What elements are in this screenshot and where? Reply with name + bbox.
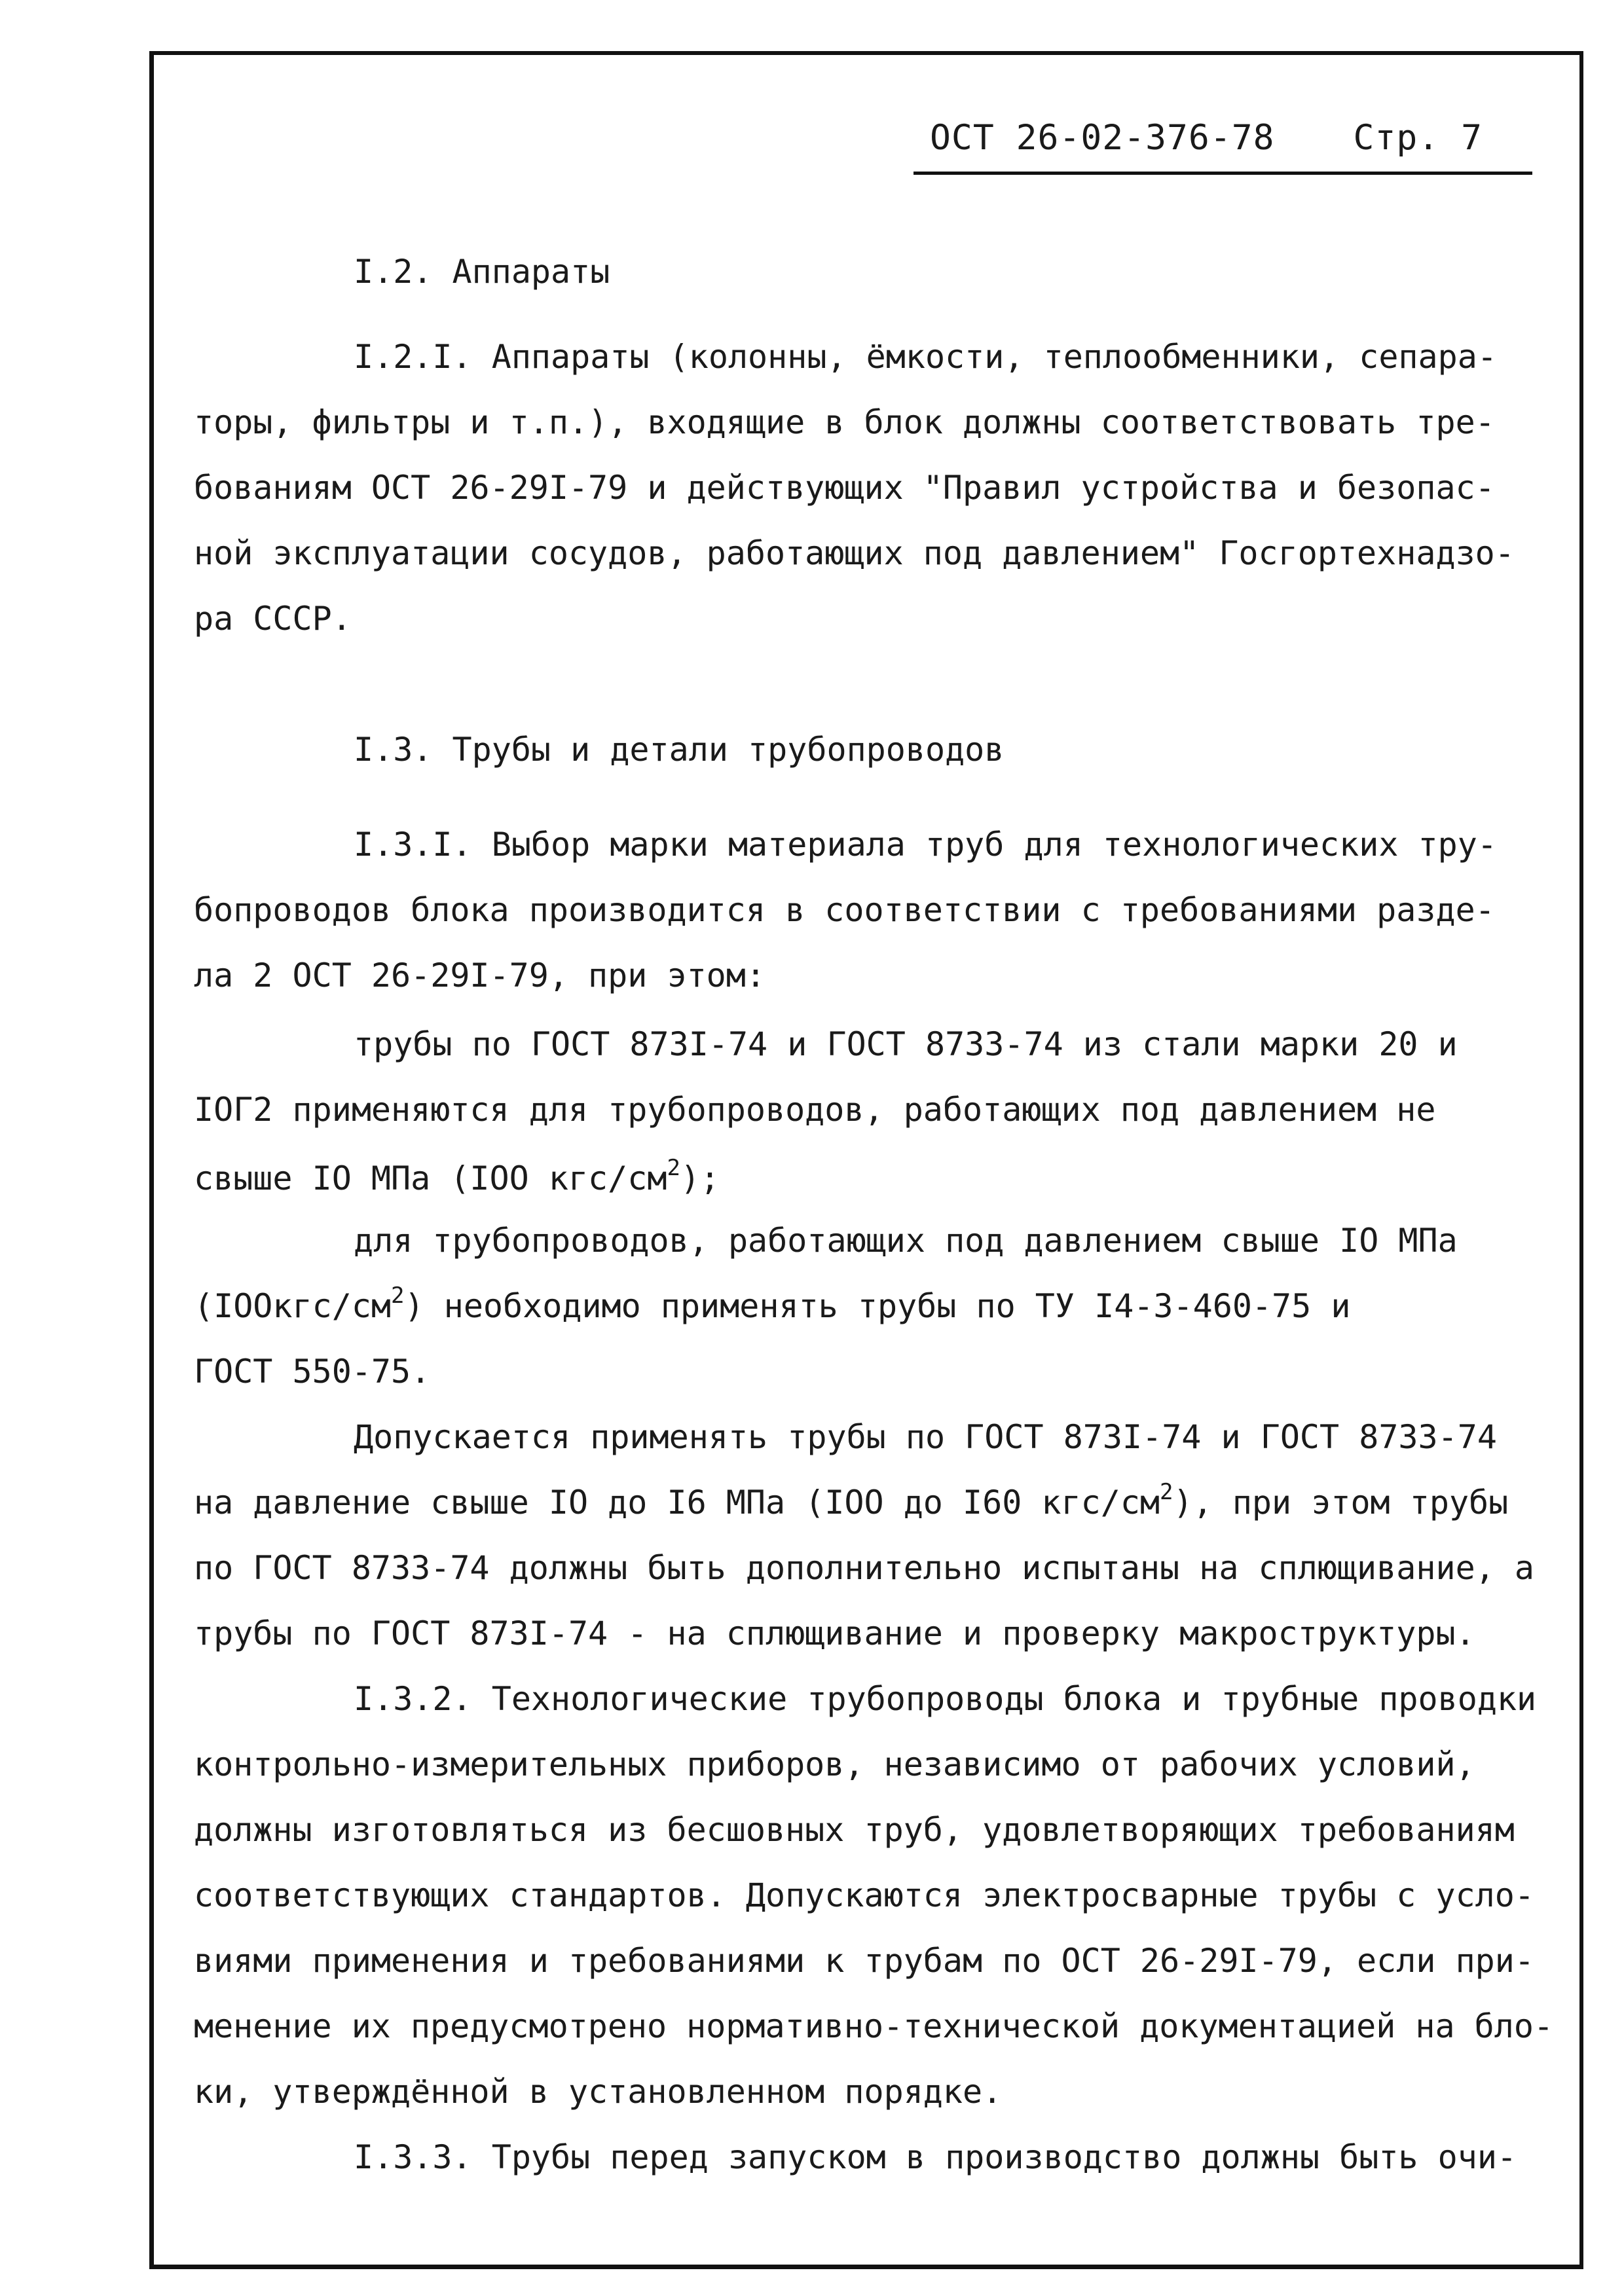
text-line: IOГ2 применяются для трубопроводов, работающих под давлением не bbox=[194, 1091, 1436, 1129]
text-line: менение их предусмотрено нормативно-технической документацией на бло- bbox=[194, 2007, 1554, 2045]
text-line: соответствующих стандартов. Допускаются электросварные трубы с усло- bbox=[194, 1876, 1534, 1914]
text-line: I.3.3. Трубы перед запуском в производство должны быть очи- bbox=[354, 2138, 1517, 2176]
document-code: ОСТ 26-02-376-78 bbox=[930, 118, 1275, 158]
text-line: I.3.2. Технологические трубопроводы блока и трубные проводки bbox=[354, 1680, 1537, 1718]
superscript: 2 bbox=[667, 1155, 680, 1181]
text-line: на давление свыше IO до I6 МПа (IOO до I60 кгс/$см^2$), при этом трубы bbox=[194, 1479, 1509, 1522]
text-line: виями применения и требованиями к трубам по ОСТ 26-29I-79, если при- bbox=[194, 1942, 1534, 1980]
text-line: I.3.I. Выбор марки материала труб для технологических тру- bbox=[354, 826, 1497, 864]
text-line: ки, утверждённой в установленном порядке. bbox=[194, 2073, 1003, 2111]
text-line: для трубопроводов, работающих под давлением свыше IO МПа bbox=[354, 1222, 1458, 1260]
text-line: ла 2 ОСТ 26-29I-79, при этом: bbox=[194, 957, 766, 994]
text-line: торы, фильтры и т.п.), входящие в блок должны соответствовать тре- bbox=[194, 403, 1495, 441]
text-line: Допускается применять трубы по ГОСТ 873I-74 и ГОСТ 8733-74 bbox=[354, 1418, 1497, 1456]
superscript: 2 bbox=[391, 1283, 405, 1309]
text-line: трубы по ГОСТ 873I-74 и ГОСТ 8733-74 из стали марки 20 и bbox=[354, 1025, 1458, 1063]
text-line: ГОСТ 550-75. bbox=[194, 1353, 431, 1391]
text-line: $(IOOкгс/см^2)$ необходимо применять трубы по ТУ I4-3-460-75 и bbox=[194, 1283, 1351, 1325]
text-line: бованиям ОСТ 26-29I-79 и действующих "Правил устройства и безопас- bbox=[194, 469, 1495, 507]
text-line: ра СССР. bbox=[194, 600, 352, 638]
page-number: Стр. 7 bbox=[1353, 118, 1483, 158]
header-rule bbox=[913, 172, 1532, 175]
text-line: бопроводов блока производится в соответствии с требованиями разде- bbox=[194, 891, 1495, 929]
superscript: 2 bbox=[1160, 1479, 1173, 1505]
text-line: контрольно-измерительных приборов, независимо от рабочих условий, bbox=[194, 1745, 1475, 1783]
text-line: ной эксплуатации сосудов, работающих под давлением" Госгортехнадзо- bbox=[194, 534, 1515, 572]
text-line: по ГОСТ 8733-74 должны быть дополнительно испытаны на сплющивание, а bbox=[194, 1549, 1534, 1587]
text-line: I.2.I. Аппараты (колонны, ёмкости, теплообменники, сепара- bbox=[354, 338, 1497, 376]
document-header bbox=[930, 118, 1483, 158]
text-line: трубы по ГОСТ 873I-74 - на сплющивание и проверку макроструктуры. bbox=[194, 1614, 1475, 1652]
section-heading: I.3. Трубы и детали трубопроводов bbox=[354, 731, 1005, 769]
section-heading: I.2. Аппараты bbox=[354, 253, 610, 291]
text-line: должны изготовляться из бесшовных труб, удовлетворяющих требованиям bbox=[194, 1811, 1515, 1849]
text-line: свыше IO МПа (IOO кгс/$см^2$); bbox=[194, 1155, 720, 1197]
